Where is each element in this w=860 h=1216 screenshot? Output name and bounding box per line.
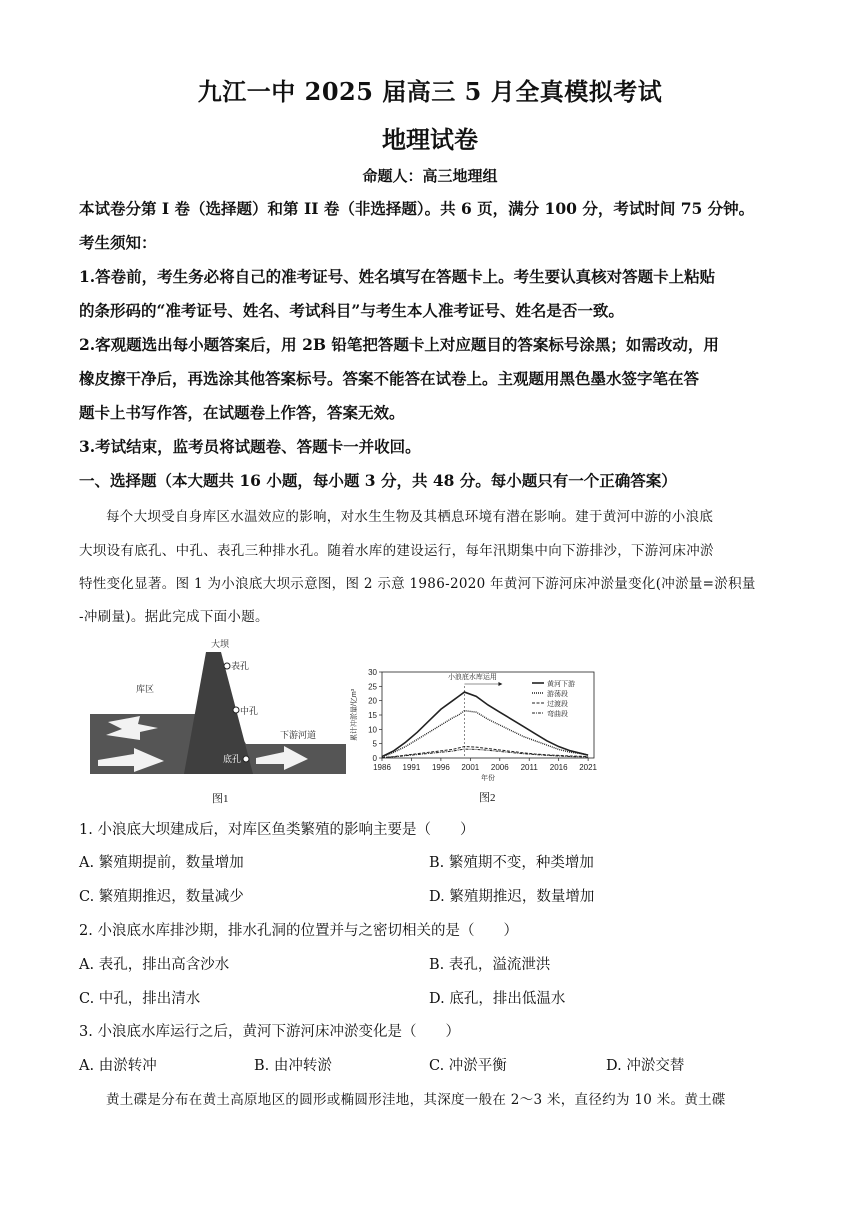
legend-label-2: 游荡段 xyxy=(547,691,568,698)
dam-diagram xyxy=(88,632,350,807)
q3-option-b[interactable]: B. 由冲转淤 xyxy=(254,1058,332,1074)
sedimentation-chart xyxy=(348,662,602,784)
q1-option-a[interactable]: A. 繁殖期提前，数量增加 xyxy=(79,855,244,871)
exam-subtitle: 地理试卷 xyxy=(382,125,478,154)
annotation-text: 小浪底水库运用 xyxy=(447,674,497,681)
x-tick-label: 2001 xyxy=(461,763,480,772)
instructions-intro: 本试卷分第 I 卷（选择题）和第 II 卷（非选择题）。共 6 页，满分 100 分，考试时间 75 分钟。 xyxy=(79,199,755,218)
y-tick-label: 0 xyxy=(372,754,377,763)
x-tick-label: 2016 xyxy=(549,763,568,772)
x-tick-label: 1996 xyxy=(431,763,450,772)
y-tick-label: 20 xyxy=(368,696,377,706)
figure-2-caption: 图2 xyxy=(479,792,496,804)
notice-item-1-line-1: 1.答卷前，考生务必将自己的准考证号、姓名填写在答题卡上。考生要认真核对答题卡上粘贴 xyxy=(79,267,716,286)
q1-option-b[interactable]: B. 繁殖期不变，种类增加 xyxy=(429,855,594,871)
notice-item-2-line-3: 题卡上书写作答，在试题卷上作答，答案无效。 xyxy=(79,403,405,422)
passage-line-3: 特性变化显著。图 1 为小浪底大坝示意图，图 2 示意 1986-2020 年黄河下游河床冲淤量变化(冲淤量=淤积量 xyxy=(79,576,756,592)
legend-label-1: 黄河下游 xyxy=(547,681,575,688)
middle-hole-dot xyxy=(233,707,239,713)
y-tick-label: 10 xyxy=(368,725,377,735)
legend-label-3: 过渡段 xyxy=(547,701,568,708)
label-middle-hole: 中孔 xyxy=(240,706,259,716)
passage-line-2: 大坝设有底孔、中孔、表孔三种排水孔。随着水库的建设运行，每年汛期集中向下游排沙，下游河床冲淤 xyxy=(79,543,714,559)
y-tick-label: 30 xyxy=(368,668,377,677)
question-2-stem: 2. 小浪底水库排沙期，排水孔洞的位置并与之密切相关的是（ ） xyxy=(79,923,518,939)
exam-author: 命题人：高三地理组 xyxy=(362,167,498,185)
q2-option-a[interactable]: A. 表孔，排出高含沙水 xyxy=(79,957,230,973)
label-dam: 大坝 xyxy=(211,639,230,649)
bottom-hole-dot xyxy=(243,756,249,762)
y-tick-label: 5 xyxy=(372,739,377,749)
q3-option-d[interactable]: D. 冲淤交替 xyxy=(606,1058,685,1074)
x-tick-label: 2021 xyxy=(579,763,598,772)
notice-item-3: 3.考试结束，监考员将试题卷、答题卡一并收回。 xyxy=(79,437,421,456)
q1-option-d[interactable]: D. 繁殖期推迟，数量增加 xyxy=(429,889,595,905)
series-line-4 xyxy=(382,749,588,758)
annotation-arrow-head xyxy=(498,682,502,686)
question-1-stem: 1. 小浪底大坝建成后，对库区鱼类繁殖的影响主要是（ ） xyxy=(79,822,475,838)
figure-1-caption: 图1 xyxy=(212,793,229,805)
notice-item-2-line-1: 2.客观题选出每小题答案后，用 2B 铅笔把答题卡上对应题目的答案标号涂黑；如需改动，用 xyxy=(79,335,719,354)
notice-item-2-line-2: 橡皮擦干净后，再选涂其他答案标号。答案不能答在试卷上。主观题用黑色墨水签字笔在答 xyxy=(79,369,700,388)
q2-option-b[interactable]: B. 表孔，溢流泄洪 xyxy=(429,957,551,973)
legend-label-4: 弯曲段 xyxy=(547,711,568,718)
x-tick-label: 1991 xyxy=(402,763,421,772)
label-surface-hole: 表孔 xyxy=(231,661,250,671)
label-downstream: 下游河道 xyxy=(280,730,317,740)
passage-2-line-1: 黄土碟是分布在黄土高原地区的圆形或椭圆形洼地，其深度一般在 2～3 米，直径约为 10 米。黄土碟 xyxy=(106,1092,726,1108)
question-3-stem: 3. 小浪底水库运行之后，黄河下游河床冲淤变化是（ ） xyxy=(79,1024,460,1040)
q1-option-c[interactable]: C. 繁殖期推迟，数量减少 xyxy=(79,889,244,905)
label-reservoir: 库区 xyxy=(136,684,155,694)
q2-option-c[interactable]: C. 中孔，排出清水 xyxy=(79,991,201,1007)
section-heading: 一、选择题（本大题共 16 小题，每小题 3 分，共 48 分。每小题只有一个正确答案） xyxy=(79,471,677,490)
x-tick-label: 2006 xyxy=(490,763,509,772)
q2-option-d[interactable]: D. 底孔，排出低温水 xyxy=(429,991,566,1007)
x-tick-label: 2011 xyxy=(520,763,538,772)
notice-title: 考生须知： xyxy=(79,233,157,252)
y-axis-label: 累计冲淤量/亿m³ xyxy=(351,688,358,742)
surface-hole-dot xyxy=(224,663,230,669)
exam-title: 九江一中 2025 届高三 5 月全真模拟考试 xyxy=(197,77,663,106)
label-bottom-hole: 底孔 xyxy=(223,754,242,764)
passage-line-4: -冲刷量)。据此完成下面小题。 xyxy=(79,609,269,625)
y-tick-label: 25 xyxy=(368,682,377,692)
notice-item-1-line-2: 的条形码的“准考证号、姓名、考试科目”与考生本人准考证号、姓名是否一致。 xyxy=(79,301,624,320)
y-tick-label: 15 xyxy=(368,711,377,720)
q3-option-a[interactable]: A. 由淤转冲 xyxy=(79,1058,157,1074)
x-axis-label: 年份 xyxy=(481,775,495,782)
x-tick-label: 1986 xyxy=(373,763,391,772)
q3-option-c[interactable]: C. 冲淤平衡 xyxy=(429,1058,507,1074)
passage-line-1: 每个大坝受自身库区水温效应的影响，对水生生物及其栖息环境有潜在影响。建于黄河中游的小浪底 xyxy=(106,509,714,525)
